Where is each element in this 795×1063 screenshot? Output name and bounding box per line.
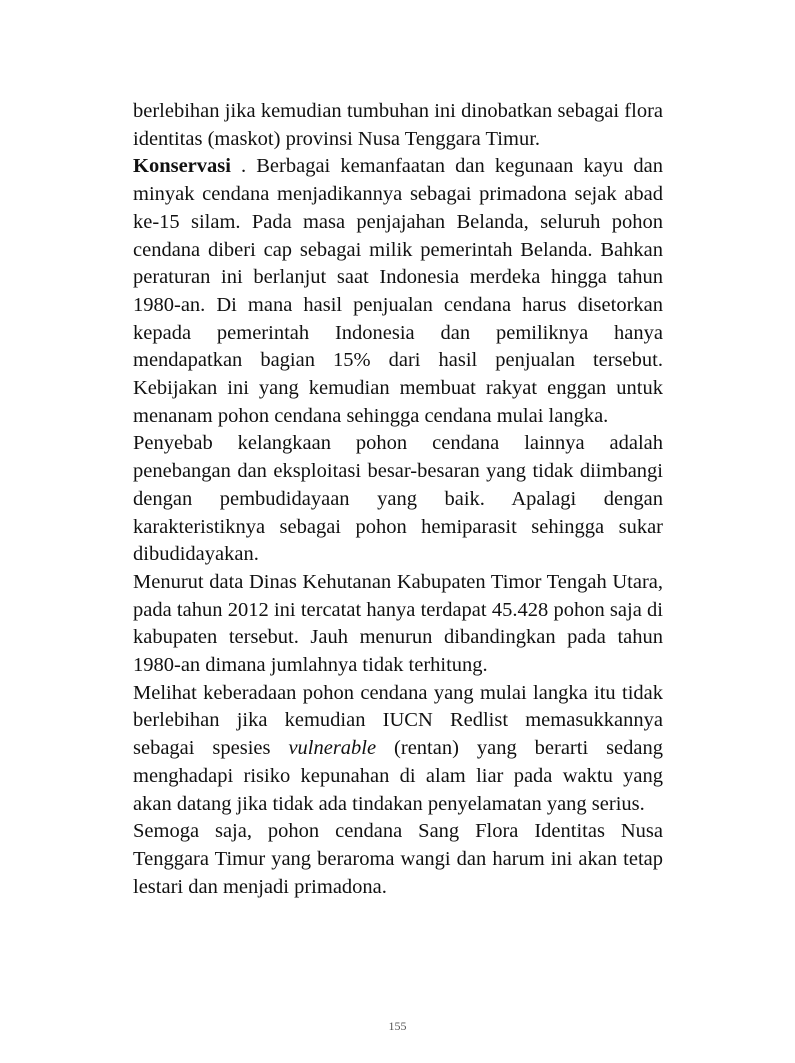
konservasi-heading: Konservasi xyxy=(133,155,231,178)
paragraph-intro-text: berlebihan jika kemudian tumbuhan ini dinobatkan sebagai flora identitas (maskot) provinsi Nusa Tenggara Timur. xyxy=(133,100,663,150)
paragraph-penyebab xyxy=(133,430,663,569)
paragraph-menurut-data xyxy=(133,569,663,680)
page-body xyxy=(133,98,663,901)
melihat-italic-term: vulnerable xyxy=(288,737,377,760)
penyebab-text: Penyebab kelangkaan pohon cendana lainnya adalah penebangan dan eksploitasi besar-besaran yang tidak diimbangi dengan pembudidayaan yang baik. Apalagi dengan karakteristiknya sebagai pohon hemiparasit sehingga sukar dibudidayakan. xyxy=(133,432,663,566)
melihat-text-before: Melihat keberadaan pohon cendana yang mulai langka itu tidak berlebihan jika kemudian IUCN Redlist memasukkannya sebagai spesies xyxy=(133,681,663,760)
paragraph-melihat xyxy=(133,680,663,819)
paragraph-intro-continued xyxy=(133,98,663,153)
melihat-text-after: (rentan) yang berarti sedang menghadapi risiko kepunahan di alam liar pada waktu yang akan datang jika tidak ada tindakan penyelamatan yang serius. xyxy=(133,737,664,815)
menurut-data-text: Menurut data Dinas Kehutanan Kabupaten Timor Tengah Utara, pada tahun 2012 ini tercatat hanya terdapat 45.428 pohon saja di kabupaten tersebut. Jauh menurun dibandingkan pada tahun 1980-an dimana jumlahnya tidak terhitung. xyxy=(133,570,663,677)
paragraph-konservasi xyxy=(133,153,663,430)
page-number: 155 xyxy=(388,1019,407,1033)
konservasi-text: . Berbagai kemanfaatan dan kegunaan kayu dan minyak cendana menjadikannya sebagai primadona sejak abad ke-15 silam. Pada masa penjajahan Belanda, seluruh pohon cendana diberi cap sebagai milik pemerintah Belanda. Bahkan peraturan ini berlanjut saat Indonesia merdeka hingga tahun 1980-an. Di mana hasil penjualan cendana harus disetorkan kepada pemerintah Indonesia dan pemiliknya hanya mendapatkan bagian 15% dari hasil penjualan tersebut. Kebijakan ini yang kemudian membuat rakyat enggan untuk menanam pohon cendana sehingga cendana mulai langka. xyxy=(133,155,663,427)
paragraph-semoga xyxy=(133,818,663,901)
semoga-text: Semoga saja, pohon cendana Sang Flora Identitas Nusa Tenggara Timur yang beraroma wangi dan harum ini akan tetap lestari dan menjadi primadona. xyxy=(133,820,663,898)
